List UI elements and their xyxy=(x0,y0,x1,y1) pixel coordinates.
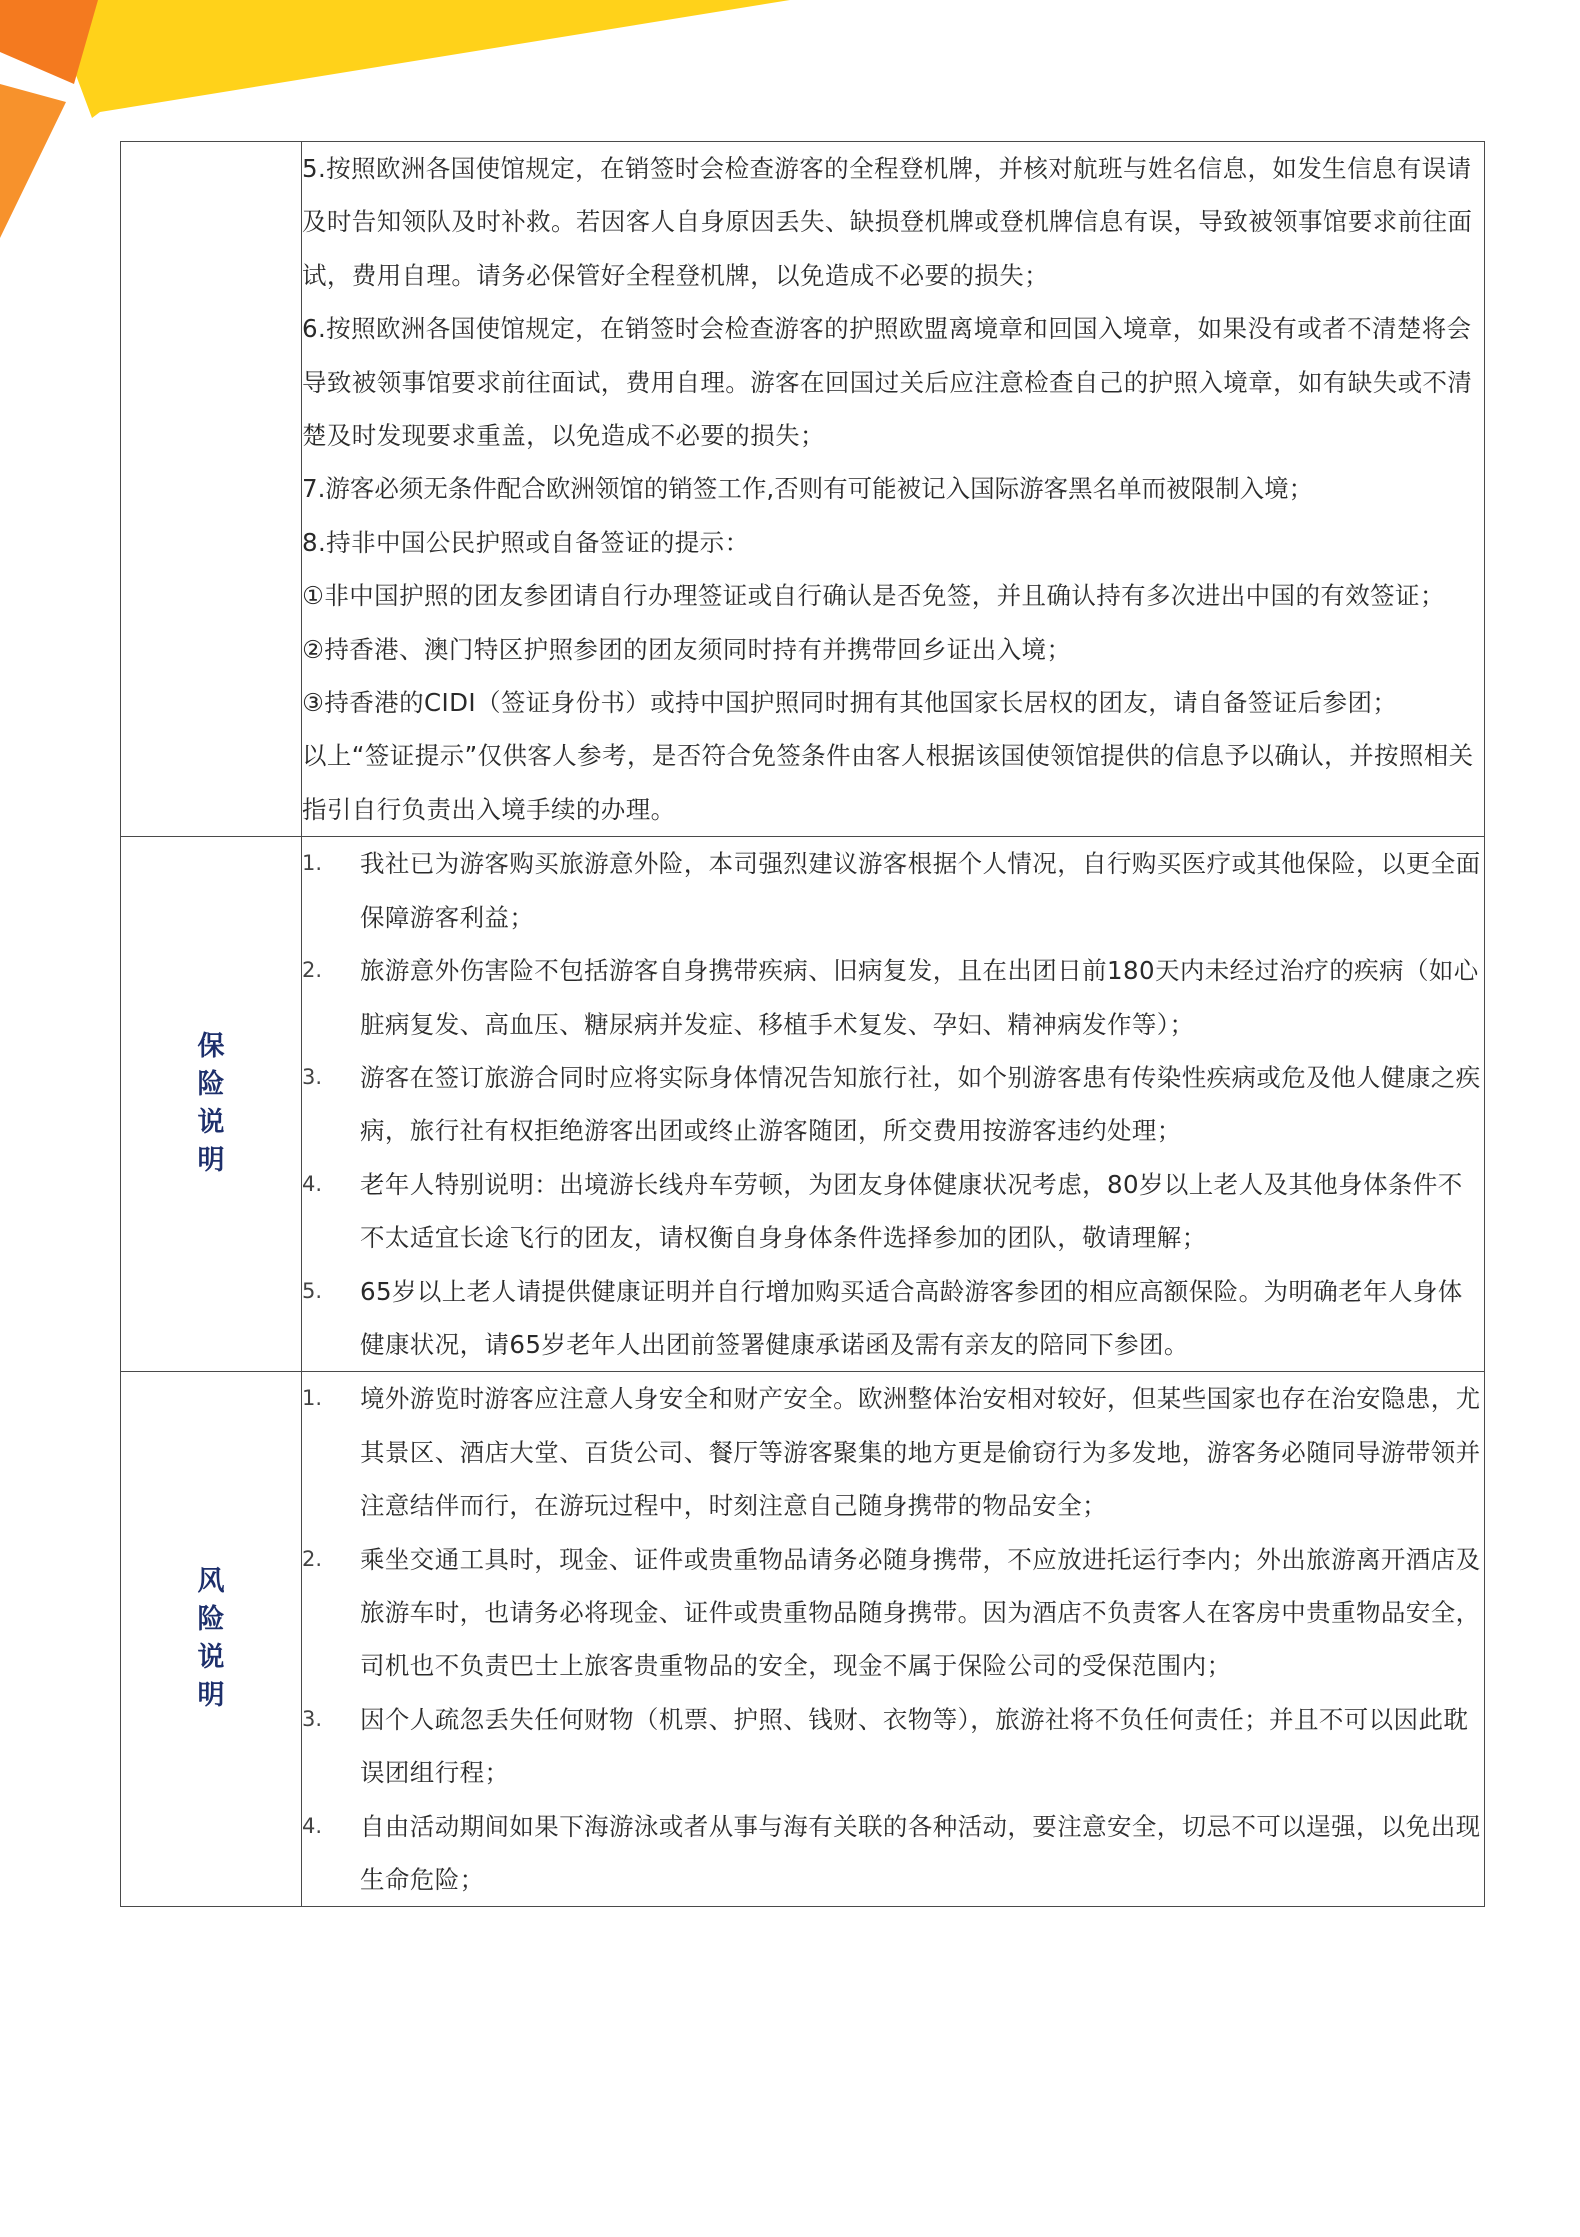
item-number: 3. xyxy=(302,1064,323,1089)
visa-content xyxy=(302,142,1485,837)
item-text: 65岁以上老人请提供健康证明并自行增加购买适合高龄游客参团的相应高额保险。为明确老年人身体健康状况，请65岁老年人出团前签署健康承诺函及需有亲友的陪同下参团。 xyxy=(360,1276,1463,1359)
list-item xyxy=(302,1265,1484,1372)
list-item xyxy=(302,1158,1484,1265)
item-text: 游客在签订旅游合同时应将实际身体情况告知旅行社，如个别游客患有传染性疾病或危及他人健康之疾病，旅行社有权拒绝游客出团或终止游客随团，所交费用按游客违约处理； xyxy=(360,1062,1481,1146)
visa-label-cell xyxy=(121,142,302,837)
list-item xyxy=(302,1051,1484,1158)
visa-para: 以上“签证提示”仅供客人参考，是否符合免签条件由客人根据该国使领馆提供的信息予以确认，并按照相关指引自行负责出入境手续的办理。 xyxy=(302,741,1474,824)
risk-label-cell xyxy=(121,1372,302,1907)
insurance-label-cell xyxy=(121,837,302,1372)
insurance-content xyxy=(302,837,1485,1372)
insurance-row xyxy=(121,837,1485,1372)
risk-section-label: 风险说明 xyxy=(197,1566,225,1712)
list-item xyxy=(302,1693,1484,1800)
item-number: 4. xyxy=(302,1171,323,1196)
visa-para: 7.游客必须无条件配合欧洲领馆的销签工作,否则有可能被记入国际游客黑名单而被限制入境； xyxy=(302,474,1314,504)
list-item xyxy=(302,1533,1484,1693)
item-number: 2. xyxy=(302,1546,323,1571)
visa-para: 6.按照欧洲各国使馆规定，在销签时会检查游客的护照欧盟离境章和回国入境章，如果没有或者不清楚将会导致被领事馆要求前往面试，费用自理。游客在回国过关后应注意检查自己的护照入境章，如有缺失或不清楚及时发现要求重盖，以免造成不必要的损失； xyxy=(302,314,1473,451)
item-text: 旅游意外伤害险不包括游客自身携带疾病、旧病复发，且在出团日前180天内未经过治疗的疾病（如心脏病复发、高血压、糖尿病并发症、移植手术复发、孕妇、精神病发作等）； xyxy=(360,956,1479,1039)
visa-para: ③持香港的CIDI（签证身份书）或持中国护照同时拥有其他国家长居权的团友，请自备签证后参团； xyxy=(302,688,1398,718)
visa-para: ②持香港、澳门特区护照参团的团友须同时持有并携带回乡证出入境； xyxy=(302,634,1072,664)
corner-orange-bottom-shape xyxy=(0,84,66,238)
visa-para: 5.按照欧洲各国使馆规定，在销签时会检查游客的全程登机牌，并核对航班与姓名信息，如发生信息有误请及时告知领队及时补救。若因客人自身原因丢失、缺损登机牌或登机牌信息有误，导致被领事馆要求前往面试，费用自理。请务必保管好全程登机牌，以免造成不必要的损失； xyxy=(302,154,1473,290)
item-text: 老年人特别说明：出境游长线舟车劳顿，为团友身体健康状况考虑，80岁以上老人及其他身体条件不不太适宜长途飞行的团友，请权衡自身身体条件选择参加的团队，敬请理解； xyxy=(360,1169,1463,1253)
item-number: 2. xyxy=(302,958,323,983)
item-text: 因个人疏忽丢失任何财物（机票、护照、钱财、衣物等），旅游社将不负任何责任；并且不可以因此耽误团组行程； xyxy=(360,1704,1469,1788)
risk-content xyxy=(302,1372,1485,1907)
item-text: 乘坐交通工具时，现金、证件或贵重物品请务必随身携带，不应放进托运行李内；外出旅游离开酒店及旅游车时，也请务必将现金、证件或贵重物品随身携带。因为酒店不负责客人在客房中贵重物品安全，司机也不负责巴士上旅客贵重物品的安全，现金不属于保险公司的受保范围内； xyxy=(360,1544,1481,1681)
item-number: 4. xyxy=(302,1813,323,1838)
item-number: 3. xyxy=(302,1706,323,1731)
list-item xyxy=(302,944,1484,1051)
risk-row xyxy=(121,1372,1485,1907)
item-number: 1. xyxy=(302,1386,323,1411)
visa-para: ①非中国护照的团友参团请自行办理签证或自行确认是否免签，并且确认持有多次进出中国的有效签证； xyxy=(302,581,1445,611)
item-text: 境外游览时游客应注意人身安全和财产安全。欧洲整体治安相对较好，但某些国家也存在治安隐患，尤其景区、酒店大堂、百货公司、餐厅等游客聚集的地方更是偷窃行为多发地，游客务必随同导游带领并注意结伴而行，在游玩过程中，时刻注意自己随身携带的物品安全； xyxy=(360,1384,1481,1521)
list-item xyxy=(302,837,1484,944)
list-item xyxy=(302,1372,1484,1532)
item-text: 自由活动期间如果下海游泳或者从事与海有关联的各种活动，要注意安全，切忌不可以逞强，以免出现生命危险； xyxy=(360,1811,1481,1894)
insurance-list xyxy=(302,837,1484,1371)
corner-yellow-shape xyxy=(48,0,790,118)
info-table xyxy=(120,141,1485,1907)
risk-list xyxy=(302,1372,1484,1906)
item-text: 我社已为游客购买旅游意外险，本司强烈建议游客根据个人情况，自行购买医疗或其他保险，以更全面保障游客利益； xyxy=(360,849,1481,932)
item-number: 1. xyxy=(302,851,323,876)
insurance-section-label: 保险说明 xyxy=(197,1031,225,1177)
visa-row xyxy=(121,142,1485,837)
item-number: 5. xyxy=(302,1278,323,1303)
visa-para: 8.持非中国公民护照或自备签证的提示： xyxy=(302,527,750,557)
list-item xyxy=(302,1800,1484,1907)
